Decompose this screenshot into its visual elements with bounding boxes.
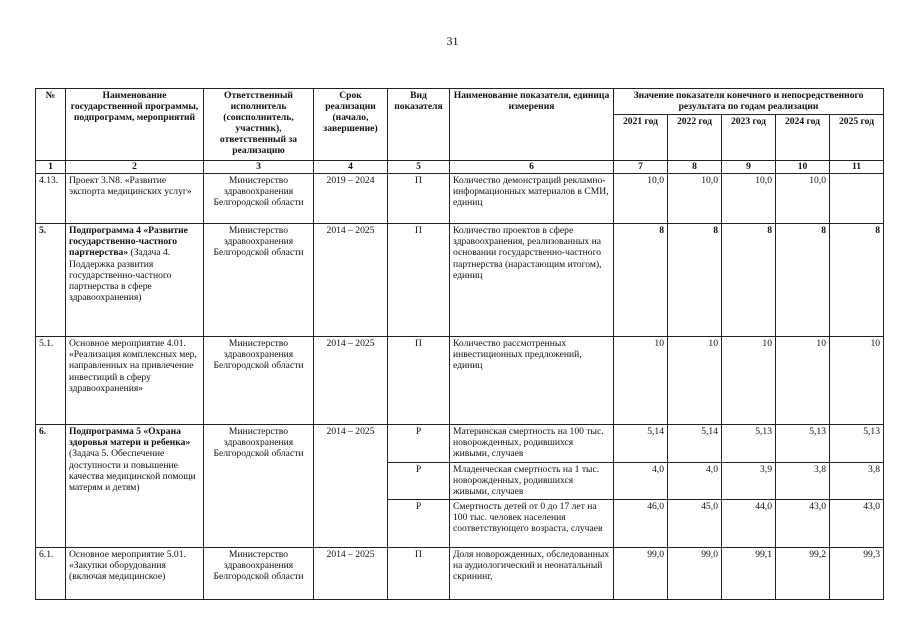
- row-value-2024: 3,8: [776, 463, 830, 500]
- row-number: 6.1.: [36, 548, 66, 600]
- column-number: 3: [204, 161, 314, 174]
- row-value-2023: 99,1: [722, 548, 776, 600]
- row-responsible: Министерство здравоохранения Белгородской области: [204, 425, 314, 548]
- row-value-2024: 43,0: [776, 500, 830, 548]
- row-indicator: Количество демонстраций рекламно-информационных материалов в СМИ, единиц: [450, 174, 614, 224]
- row-value-2022: 99,0: [668, 548, 722, 600]
- row-responsible: Министерство здравоохранения Белгородской области: [204, 337, 314, 425]
- row-indicator: Младенческая смертность на 1 тыс. новорожденных, родившихся живыми, случаев: [450, 463, 614, 500]
- column-number: 7: [614, 161, 668, 174]
- column-number: 4: [314, 161, 388, 174]
- row-number: 5.: [36, 224, 66, 337]
- row-number: 4.13.: [36, 174, 66, 224]
- header-term: Срок реализации (начало, завершение): [314, 89, 388, 161]
- row-value-2021: 99,0: [614, 548, 668, 600]
- header-responsible: Ответственный исполнитель (соисполнитель, участник), ответственный за реализацию: [204, 89, 314, 161]
- row-indicator: Количество рассмотренных инвестиционных предложений, единиц: [450, 337, 614, 425]
- row-value-2024: 5,13: [776, 425, 830, 463]
- row-value-2025: 8: [830, 224, 884, 337]
- column-number: 9: [722, 161, 776, 174]
- table-row: [36, 548, 884, 600]
- row-value-2021: 10,0: [614, 174, 668, 224]
- row-value-2021: 8: [614, 224, 668, 337]
- row-value-2023: 44,0: [722, 500, 776, 548]
- header-indicator: Наименование показателя, единица измерения: [450, 89, 614, 161]
- row-value-2025: 3,8: [830, 463, 884, 500]
- header-year-2021: 2021 год: [614, 115, 668, 161]
- column-number: 11: [830, 161, 884, 174]
- row-type: П: [388, 174, 450, 224]
- row-value-2024: 10,0: [776, 174, 830, 224]
- header-year-2022: 2022 год: [668, 115, 722, 161]
- row-term: 2019 – 2024: [314, 174, 388, 224]
- row-type: Р: [388, 425, 450, 463]
- header-year-2023: 2023 год: [722, 115, 776, 161]
- row-value-2023: 3,9: [722, 463, 776, 500]
- indicators-table: [35, 88, 884, 600]
- row-value-2023: 8: [722, 224, 776, 337]
- header-year-2024: 2024 год: [776, 115, 830, 161]
- row-responsible: Министерство здравоохранения Белгородской области: [204, 548, 314, 600]
- column-number: 5: [388, 161, 450, 174]
- row-type: П: [388, 224, 450, 337]
- header-year-2025: 2025 год: [830, 115, 884, 161]
- column-number: 6: [450, 161, 614, 174]
- row-responsible: Министерство здравоохранения Белгородской области: [204, 174, 314, 224]
- row-value-2023: 10: [722, 337, 776, 425]
- row-term: 2014 – 2025: [314, 337, 388, 425]
- row-value-2021: 10: [614, 337, 668, 425]
- column-number: 1: [36, 161, 66, 174]
- row-value-2025: 43,0: [830, 500, 884, 548]
- subprogram-task: (Задача 5. Обеспечение доступности и повышение качества медицинской помощи матерям и детям): [69, 448, 196, 494]
- row-indicator: Материнская смертность на 100 тыс. новорожденных, родившихся живыми, случаев: [450, 425, 614, 463]
- row-type: П: [388, 548, 450, 600]
- row-value-2022: 10,0: [668, 174, 722, 224]
- row-value-2021: 4,0: [614, 463, 668, 500]
- row-indicator: Смертность детей от 0 до 17 лет на 100 тыс. человек населения соответствующего возраста, случаев: [450, 500, 614, 548]
- row-term: 2014 – 2025: [314, 224, 388, 337]
- row-value-2023: 10,0: [722, 174, 776, 224]
- row-name: Основное мероприятие 5.01. «Закупки оборудования (включая медицинское): [66, 548, 204, 600]
- row-indicator: Количество проектов в сфере здравоохранения, реализованных на основании государственно-частного партнерства (нарастающим итогом), единиц: [450, 224, 614, 337]
- row-value-2022: 4,0: [668, 463, 722, 500]
- header-num: №: [36, 89, 66, 161]
- row-value-2022: 10: [668, 337, 722, 425]
- row-value-2025: 99,3: [830, 548, 884, 600]
- row-value-2025: [830, 174, 884, 224]
- table-row: [36, 425, 884, 463]
- row-number: 5.1.: [36, 337, 66, 425]
- column-number: 2: [66, 161, 204, 174]
- column-number: 10: [776, 161, 830, 174]
- row-value-2024: 10: [776, 337, 830, 425]
- column-numbers-row: [36, 161, 884, 174]
- row-value-2022: 45,0: [668, 500, 722, 548]
- header-type: Вид показателя: [388, 89, 450, 161]
- row-value-2022: 8: [668, 224, 722, 337]
- subprogram-task: (Задача 4. Поддержка развития государственно-частного партнерства в сфере здравоохранения): [69, 247, 172, 304]
- table-row: [36, 224, 884, 337]
- subprogram-title: Подпрограмма 4 «Развитие государственно-частного партнерства»: [69, 225, 188, 259]
- row-value-2024: 99,2: [776, 548, 830, 600]
- subprogram-title: Подпрограмма 5 «Охрана здоровья матери и ребенка»: [69, 426, 191, 449]
- row-name: Проект 3.N8. «Развитие экспорта медицинских услуг»: [66, 174, 204, 224]
- table-row: [36, 174, 884, 224]
- row-value-2025: 5,13: [830, 425, 884, 463]
- row-value-2021: 5,14: [614, 425, 668, 463]
- row-term: 2014 – 2025: [314, 548, 388, 600]
- row-name: [66, 224, 204, 337]
- header-name: Наименование государственной программы, подпрограмм, мероприятий: [66, 89, 204, 161]
- row-value-2023: 5,13: [722, 425, 776, 463]
- row-name: [66, 425, 204, 548]
- row-value-2024: 8: [776, 224, 830, 337]
- row-type: П: [388, 337, 450, 425]
- row-responsible: Министерство здравоохранения Белгородской области: [204, 224, 314, 337]
- row-term: 2014 – 2025: [314, 425, 388, 548]
- row-value-2025: 10: [830, 337, 884, 425]
- row-type: Р: [388, 463, 450, 500]
- row-value-2022: 5,14: [668, 425, 722, 463]
- header-values-group: Значение показателя конечного и непосредственного результата по годам реализации: [614, 89, 884, 115]
- table-row: [36, 337, 884, 425]
- row-value-2021: 46,0: [614, 500, 668, 548]
- page-number: 31: [446, 34, 459, 48]
- row-number: 6.: [36, 425, 66, 548]
- column-number: 8: [668, 161, 722, 174]
- row-indicator: Доля новорожденных, обследованных на аудиологический и неонатальный скрининг,: [450, 548, 614, 600]
- row-type: Р: [388, 500, 450, 548]
- row-name: Основное мероприятие 4.01. «Реализация комплексных мер, направленных на привлечение инвестиций в сферу здравоохранения»: [66, 337, 204, 425]
